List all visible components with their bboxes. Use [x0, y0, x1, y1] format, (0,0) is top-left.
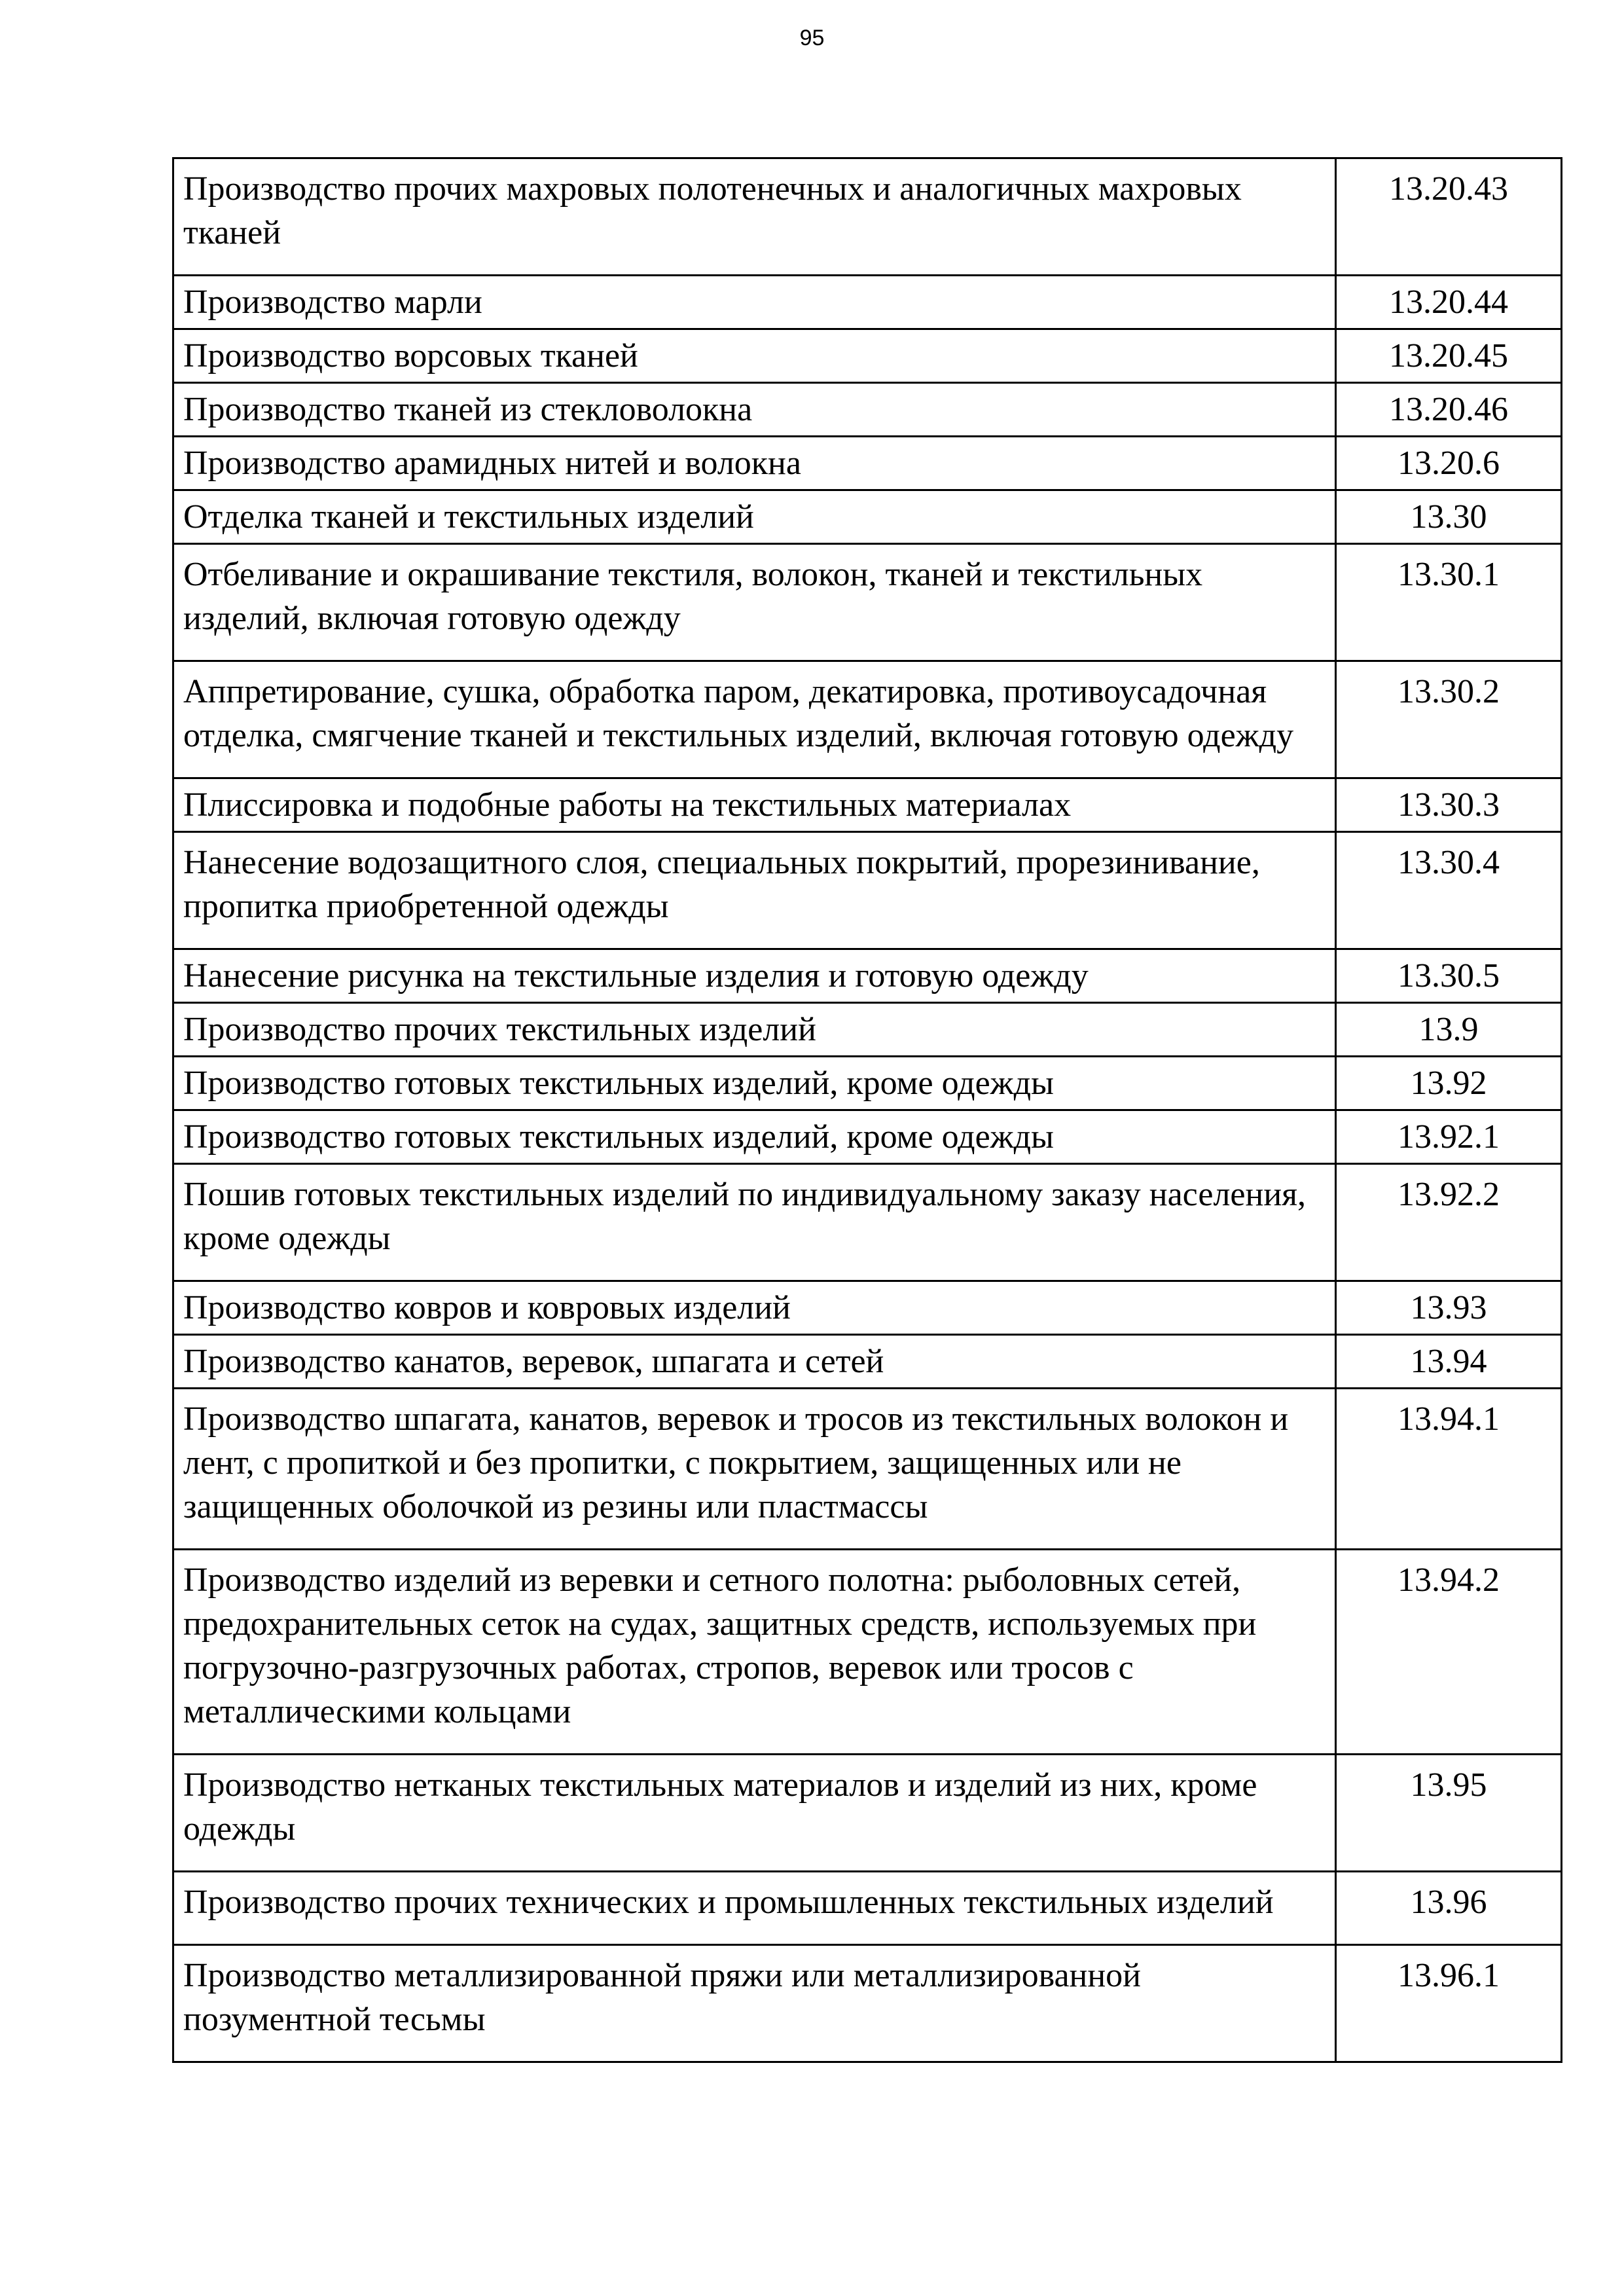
activity-code: 13.20.44 [1336, 276, 1562, 329]
table-row [173, 158, 1562, 276]
activity-code: 13.30.1 [1336, 544, 1562, 661]
table-row [173, 1550, 1562, 1755]
table-row [173, 949, 1562, 1003]
activity-code: 13.30.5 [1336, 949, 1562, 1003]
table-row [173, 1057, 1562, 1110]
table-row [173, 437, 1562, 490]
activity-code: 13.94.1 [1336, 1389, 1562, 1550]
table-row [173, 1281, 1562, 1335]
activity-name: Аппретирование, сушка, обработка паром, декатировка, противоусадочная отделка, смягчение тканей и текстильных изделий, включая готовую одежду [173, 661, 1336, 778]
table-row [173, 276, 1562, 329]
activity-code: 13.20.46 [1336, 383, 1562, 437]
table-row [173, 544, 1562, 661]
activity-code: 13.30.3 [1336, 778, 1562, 832]
activity-code: 13.30 [1336, 490, 1562, 544]
activity-name: Производство прочих технических и промышленных текстильных изделий [173, 1872, 1336, 1945]
activity-code: 13.93 [1336, 1281, 1562, 1335]
activity-name: Производство ковров и ковровых изделий [173, 1281, 1336, 1335]
table-row [173, 490, 1562, 544]
activity-name: Производство изделий из веревки и сетного полотна: рыболовных сетей, предохранительных сеток на судах, защитных средств, используемых при погрузочно-разгрузочных работах, стропов, веревок или тросов с металлическими кольцами [173, 1550, 1336, 1755]
activity-name: Плиссировка и подобные работы на текстильных материалах [173, 778, 1336, 832]
activity-code: 13.20.43 [1336, 158, 1562, 276]
table-row [173, 1945, 1562, 2062]
activity-name: Производство канатов, веревок, шпагата и сетей [173, 1335, 1336, 1389]
activity-name: Производство тканей из стекловолокна [173, 383, 1336, 437]
table-row [173, 1164, 1562, 1281]
activity-code: 13.92.1 [1336, 1110, 1562, 1164]
activity-name: Производство арамидных нитей и волокна [173, 437, 1336, 490]
table-row [173, 1335, 1562, 1389]
activity-code: 13.96.1 [1336, 1945, 1562, 2062]
activity-code: 13.96 [1336, 1872, 1562, 1945]
table-row [173, 383, 1562, 437]
activity-name: Нанесение водозащитного слоя, специальных покрытий, прорезинивание, пропитка приобретенной одежды [173, 832, 1336, 949]
activity-name: Производство марли [173, 276, 1336, 329]
activity-name: Нанесение рисунка на текстильные изделия и готовую одежду [173, 949, 1336, 1003]
activity-name: Производство готовых текстильных изделий, кроме одежды [173, 1057, 1336, 1110]
activity-code: 13.9 [1336, 1003, 1562, 1057]
table-row [173, 1389, 1562, 1550]
activity-name: Производство ворсовых тканей [173, 329, 1336, 383]
table-row [173, 329, 1562, 383]
activity-code: 13.20.45 [1336, 329, 1562, 383]
table-row [173, 661, 1562, 778]
activity-name: Производство прочих махровых полотенечных и аналогичных махровых тканей [173, 158, 1336, 276]
activity-code: 13.30.2 [1336, 661, 1562, 778]
activity-name: Производство шпагата, канатов, веревок и тросов из текстильных волокон и лент, с пропиткой и без пропитки, с покрытием, защищенных или не защищенных оболочкой из резины или пластмассы [173, 1389, 1336, 1550]
activity-code: 13.95 [1336, 1755, 1562, 1872]
activity-name: Отбеливание и окрашивание текстиля, волокон, тканей и текстильных изделий, включая готовую одежду [173, 544, 1336, 661]
activity-code: 13.92.2 [1336, 1164, 1562, 1281]
activity-code: 13.20.6 [1336, 437, 1562, 490]
table-row [173, 1872, 1562, 1945]
activity-name: Производство готовых текстильных изделий, кроме одежды [173, 1110, 1336, 1164]
activity-code: 13.94 [1336, 1335, 1562, 1389]
activity-code: 13.92 [1336, 1057, 1562, 1110]
activity-name: Производство металлизированной пряжи или металлизированной позументной тесьмы [173, 1945, 1336, 2062]
table-row [173, 832, 1562, 949]
activity-codes-table [172, 157, 1562, 2063]
activity-name: Пошив готовых текстильных изделий по индивидуальному заказу населения, кроме одежды [173, 1164, 1336, 1281]
table-row [173, 1755, 1562, 1872]
table-row [173, 1110, 1562, 1164]
activity-code: 13.94.2 [1336, 1550, 1562, 1755]
activity-name: Отделка тканей и текстильных изделий [173, 490, 1336, 544]
page-number: 95 [799, 26, 825, 50]
activity-name: Производство прочих текстильных изделий [173, 1003, 1336, 1057]
table-row [173, 778, 1562, 832]
activity-code: 13.30.4 [1336, 832, 1562, 949]
table-row [173, 1003, 1562, 1057]
activity-name: Производство нетканых текстильных материалов и изделий из них, кроме одежды [173, 1755, 1336, 1872]
